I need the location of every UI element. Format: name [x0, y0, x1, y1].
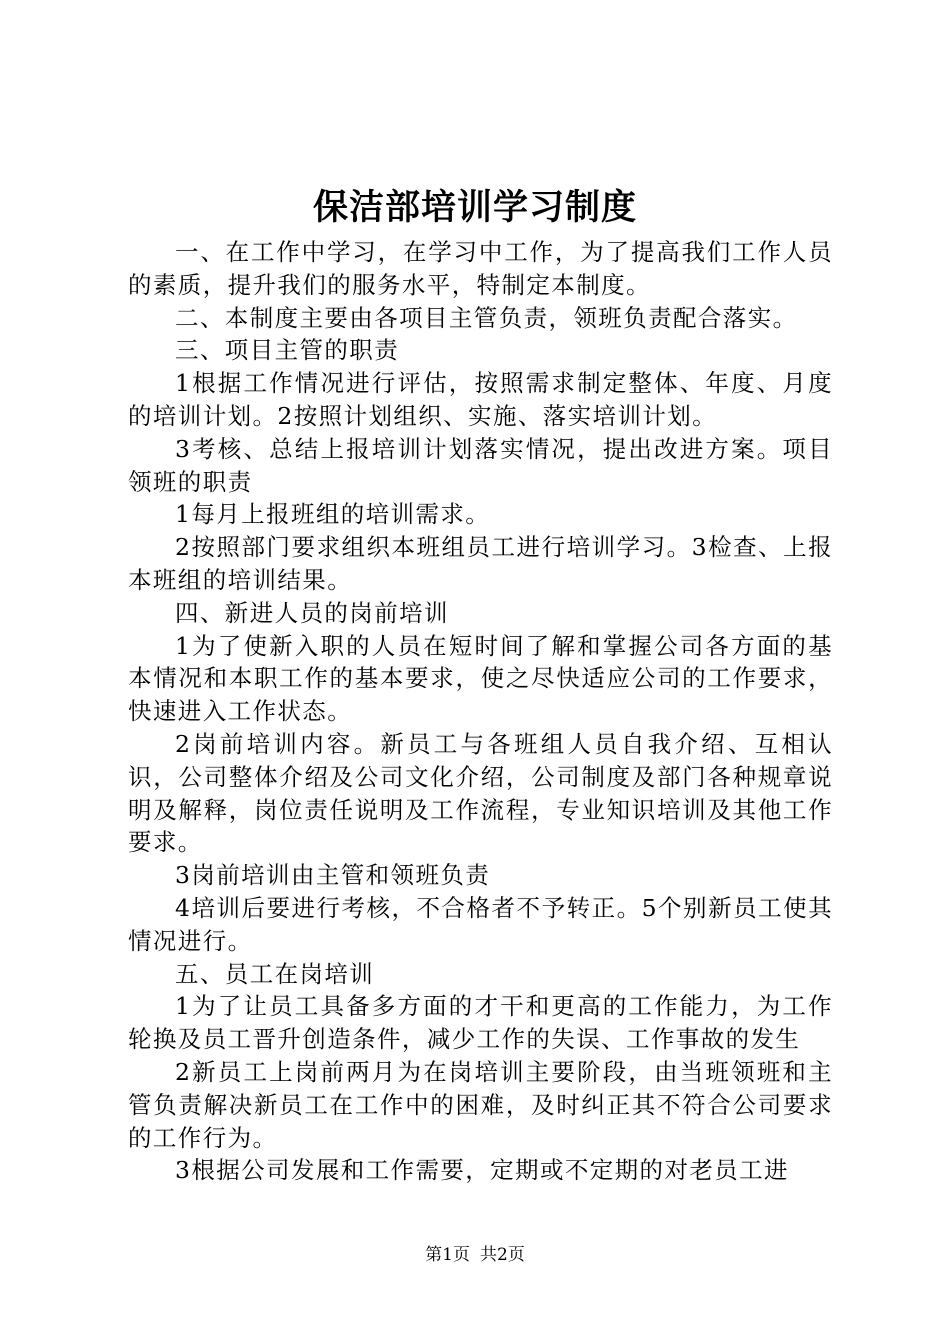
page-footer	[0, 1243, 950, 1267]
paragraph: 4培训后要进行考核，不合格者不予转正。5个别新员工使其情况进行。	[128, 893, 833, 955]
paragraph: 1为了使新入职的人员在短时间了解和掌握公司各方面的基本情况和本职工作的基本要求，使之尽快适应公司的工作要求，快速进入工作状态。	[128, 631, 833, 726]
paragraph: 3考核、总结上报培训计划落实情况，提出改进方案。项目领班的职责	[128, 434, 833, 496]
paragraph: 2新员工上岗前两月为在岗培训主要阶段，由当班领班和主管负责解决新员工在工作中的困难，及时纠正其不符合公司要求的工作行为。	[128, 1057, 833, 1152]
document-body	[128, 236, 833, 1187]
page-total: 共2页	[480, 1245, 525, 1265]
paragraph: 1根据工作情况进行评估，按照需求制定整体、年度、月度的培训计划。2按照计划组织、实施、落实培训计划。	[128, 369, 833, 430]
paragraph: 2按照部门要求组织本班组员工进行培训学习。3检查、上报本班组的培训结果。	[128, 533, 833, 594]
page-number: 第1页	[425, 1245, 470, 1265]
paragraph: 二、本制度主要由各项目主管负责，领班负责配合落实。	[175, 303, 798, 332]
paragraph: 1每月上报班组的培训需求。	[175, 500, 491, 529]
paragraph: 一、在工作中学习，在学习中工作，为了提高我们工作人员的素质，提升我们的服务水平，特制定本制度。	[128, 238, 833, 299]
paragraph: 3根据公司发展和工作需要，定期或不定期的对老员工进	[175, 1156, 789, 1185]
paragraph: 3岗前培训由主管和领班负责	[175, 861, 491, 890]
paragraph: 三、项目主管的职责	[175, 336, 400, 365]
paragraph: 1为了让员工具备多方面的才干和更高的工作能力，为工作轮换及员工晋升创造条件，减少工作的失误、工作事故的发生	[128, 992, 833, 1054]
paragraph: 2岗前培训内容。新员工与各班组人员自我介绍、互相认识，公司整体介绍及公司文化介绍，公司制度及部门各种规章说明及解释，岗位责任说明及工作流程，专业知识培训及其他工作要求。	[128, 729, 833, 857]
document-title: 保洁部培训学习制度	[312, 187, 637, 228]
paragraph: 四、新进人员的岗前培训	[175, 598, 449, 627]
paragraph: 五、员工在岗培训	[175, 959, 375, 988]
